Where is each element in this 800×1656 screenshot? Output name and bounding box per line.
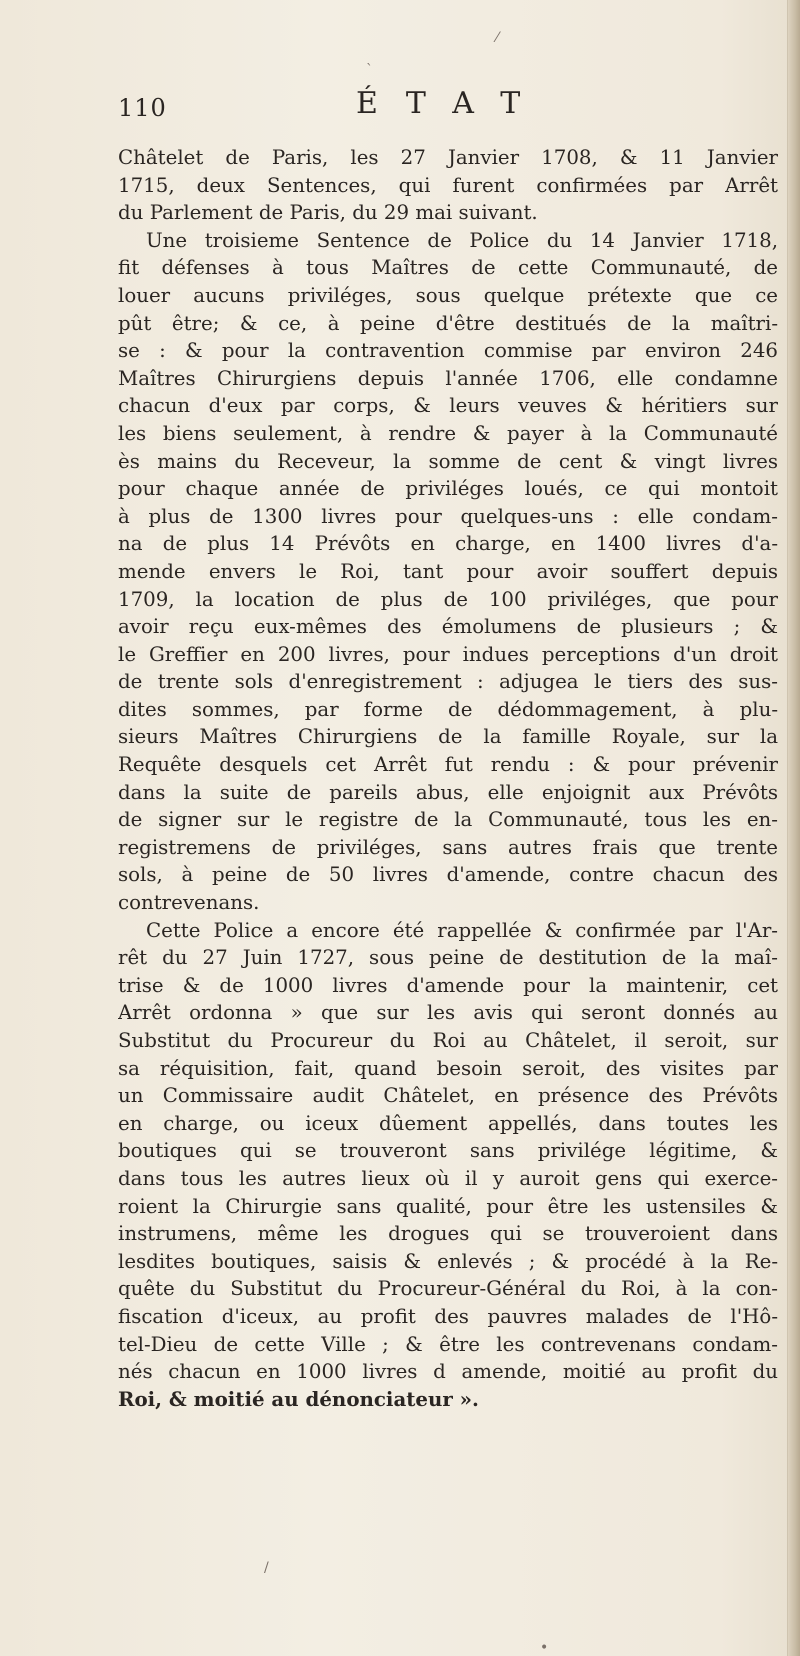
text-line: de trente sols d'enregistrement : adjugea le tiers des sus-: [118, 670, 778, 694]
text-line: Arrêt ordonna » que sur les avis qui seront donnés au: [118, 1001, 778, 1025]
page-number: 110: [118, 94, 167, 122]
text-line: un Commissaire audit Châtelet, en présence des Prévôts: [118, 1084, 778, 1108]
text-line: à plus de 1300 livres pour quelques-uns : elle condam-: [118, 504, 778, 528]
text-line: na de plus 14 Prévôts en charge, en 1400 livres d'a-: [118, 532, 778, 556]
text-line: rêt du 27 Juin 1727, sous peine de destitution de la maî-: [118, 946, 778, 970]
text-line: Châtelet de Paris, les 27 Janvier 1708, & 11 Janvier: [118, 146, 778, 169]
text-line: dans la suite de pareils abus, elle enjoignit aux Prévôts: [118, 780, 778, 804]
text-line: ès mains du Receveur, la somme de cent & vingt livres: [118, 449, 778, 473]
text-line: Cette Police a encore été rappellée & confirmée par l'Ar-: [146, 918, 778, 942]
text-line: du Parlement de Paris, du 29 mai suivant.: [118, 201, 538, 225]
text-line: contrevenans.: [118, 891, 260, 915]
text-line: louer aucuns priviléges, sous quelque prétexte que ce: [118, 283, 778, 307]
text-line: les biens seulement, à rendre & payer à la Communauté: [118, 421, 778, 445]
ink-mark: /: [264, 1560, 269, 1576]
text-line: nés chacun en 1000 livres d amende, moitié au profit du: [118, 1360, 778, 1384]
text-line: 1709, la location de plus de 100 priviléges, que pour: [118, 587, 778, 611]
page-edge: [787, 0, 800, 1656]
text-line: boutiques qui se trouveront sans privilége légitime, &: [118, 1139, 778, 1163]
text-line: sa réquisition, fait, quand besoin seroit, des visites par: [118, 1056, 778, 1080]
text-line: chacun d'eux par corps, & leurs veuves & héritiers sur: [118, 394, 778, 418]
page-header: [118, 86, 778, 134]
ink-mark: •: [540, 1640, 549, 1656]
text-line: mende envers le Roi, tant pour avoir souffert depuis: [118, 559, 778, 583]
text-line: avoir reçu eux-mêmes des émolumens de plusieurs ; &: [118, 615, 778, 639]
text-line: lesdites boutiques, saisis & enlevés ; & procédé à la Re-: [118, 1249, 778, 1273]
text-line: trise & de 1000 livres d'amende pour la maintenir, cet: [118, 973, 778, 997]
text-line: fit défenses à tous Maîtres de cette Communauté, de: [118, 256, 778, 280]
text-line: en charge, ou iceux dûement appellés, dans toutes les: [118, 1111, 778, 1135]
text-line: Maîtres Chirurgiens depuis l'année 1706, elle condamne: [118, 366, 778, 390]
text-line: instrumens, même les drogues qui se trouveroient dans: [118, 1222, 778, 1246]
text-line: quête du Substitut du Procureur-Général du Roi, à la con-: [118, 1277, 778, 1301]
text-line: roient la Chirurgie sans qualité, pour être les ustensiles &: [118, 1194, 778, 1218]
ink-mark: `: [366, 62, 373, 78]
text-line: registremens de priviléges, sans autres frais que trente: [118, 835, 778, 859]
text-line: Requête desquels cet Arrêt fut rendu : & pour prévenir: [118, 753, 778, 777]
ink-mark: ⁄: [496, 30, 499, 46]
text-line: Substitut du Procureur du Roi au Châtelet, il seroit, sur: [118, 1029, 778, 1052]
text-line: Roi, & moitié au dénonciateur ».: [118, 1386, 479, 1411]
text-line: de signer sur le registre de la Communauté, tous les en-: [118, 808, 778, 832]
text-line: dans tous les autres lieux où il y auroit gens qui exerce-: [118, 1166, 778, 1190]
text-line: se : & pour la contravention commise par environ 246: [118, 339, 778, 363]
text-body: [118, 144, 778, 1413]
text-line: fiscation d'iceux, au profit des pauvres malades de l'Hô-: [118, 1304, 778, 1328]
text-line: sieurs Maîtres Chirurgiens de la famille Royale, sur la: [118, 725, 778, 749]
text-line: tel-Dieu de cette Ville ; & être les contrevenans condam-: [118, 1332, 778, 1356]
text-line: pût être; & ce, à peine d'être destitués de la maîtri-: [118, 311, 778, 335]
text-line: Une troisieme Sentence de Police du 14 Janvier 1718,: [146, 228, 778, 252]
text-line: pour chaque année de priviléges loués, ce qui montoit: [118, 477, 778, 501]
text-line: dites sommes, par forme de dédommagement, à plu-: [118, 697, 778, 721]
text-line: 1715, deux Sentences, qui furent confirmées par Arrêt: [118, 173, 778, 197]
running-title: ÉTAT: [356, 86, 549, 121]
text-line: le Greffier en 200 livres, pour indues perceptions d'un droit: [118, 642, 778, 666]
text-line: sols, à peine de 50 livres d'amende, contre chacun des: [118, 863, 778, 887]
